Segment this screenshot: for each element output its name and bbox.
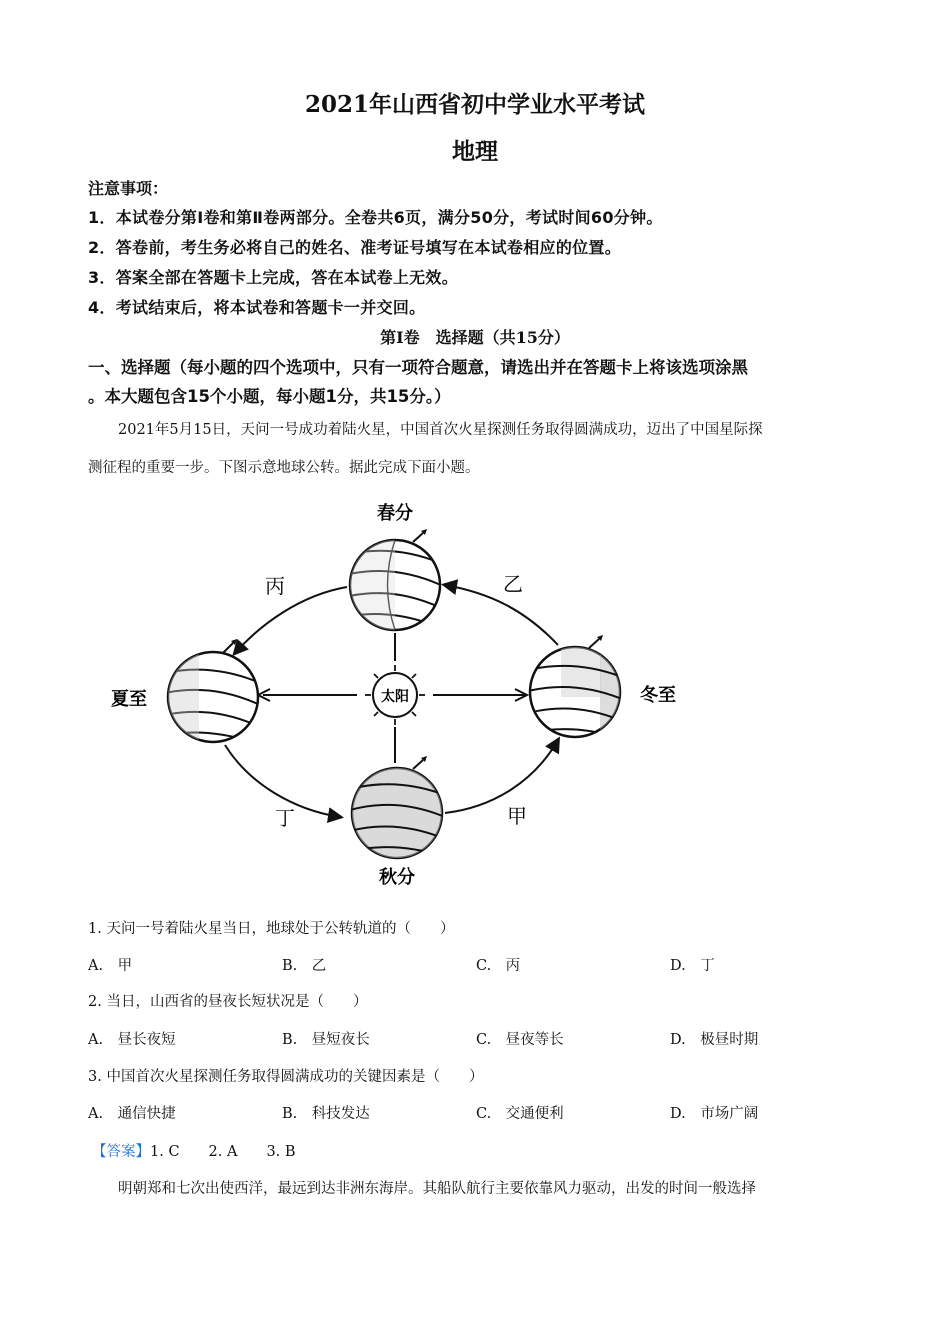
orbit-arc-jia (445, 740, 558, 813)
notice-heading: 注意事项： (88, 179, 169, 198)
question-2-option-c: C. 昼夜等长 (476, 1032, 564, 1048)
question-3-option-b: B. 科技发达 (282, 1106, 370, 1122)
label-jia: 甲 (507, 804, 527, 828)
notice-item-1: 1．本试卷分第Ⅰ卷和第Ⅱ卷两部分。全卷共6页，满分50分，考试时间60分钟。 (88, 208, 663, 227)
label-autumn-equinox: 秋分 (379, 867, 415, 888)
question-2-option-b: B. 昼短夜长 (282, 1032, 370, 1048)
question-1-option-b: B. 乙 (282, 958, 327, 974)
question-1-option-c: C. 丙 (476, 958, 521, 974)
next-passage-line: 明朝郑和七次出使西洋，最远到达非洲东海岸。其船队航行主要依靠风力驱动，出发的时间一般选择 (118, 1181, 756, 1197)
globe-winter-solstice (528, 635, 625, 739)
question-2-option-d: D. 极昼时期 (670, 1032, 759, 1048)
section-instructions-line-1: 一、选择题（每小题的四个选项中，只有一项符合题意，请选出并在答题卡上将该选项涂黑 (88, 358, 748, 377)
question-1-stem: 1. 天问一号着陆火星当日，地球处于公转轨道的（ ） (88, 921, 455, 937)
notice-item-4: 4．考试结束后，将本试卷和答题卡一并交回。 (88, 298, 426, 317)
globe-spring-equinox (345, 529, 445, 631)
notice-item-3: 3．答案全部在答题卡上完成，答在本试卷上无效。 (88, 268, 459, 287)
question-2-option-a: A. 昼长夜短 (88, 1032, 176, 1048)
answer-tag: 【答案】 (92, 1144, 150, 1160)
passage-line-2: 测征程的重要一步。下图示意地球公转。据此完成下面小题。 (88, 460, 480, 476)
label-winter-solstice: 冬至 (640, 685, 676, 706)
earth-revolution-diagram (95, 495, 695, 895)
label-summer-solstice: 夏至 (111, 689, 147, 710)
section-instructions-line-2: 。本大题包含15个小题，每小题1分，共15分。） (88, 387, 451, 406)
question-3-option-c: C. 交通便利 (476, 1106, 564, 1122)
subject-title: 地理 (452, 138, 498, 165)
question-3-option-d: D. 市场广阔 (670, 1106, 759, 1122)
question-2-stem: 2. 当日，山西省的昼夜长短状况是（ ） (88, 994, 368, 1010)
label-yi: 乙 (503, 572, 523, 596)
exam-title: 2021年山西省初中学业水平考试 (304, 91, 645, 118)
question-3-option-a: A. 通信快捷 (88, 1106, 176, 1122)
notice-item-2: 2．答卷前，考生务必将自己的姓名、准考证号填写在本试卷相应的位置。 (88, 238, 622, 257)
label-spring-equinox: 春分 (377, 503, 413, 524)
globe-autumn-equinox (350, 756, 445, 858)
orbit-arc-bing (235, 587, 347, 653)
sun-label: 太阳 (381, 689, 409, 705)
question-1-option-a: A. 甲 (88, 958, 133, 974)
question-3-stem: 3. 中国首次火星探测任务取得圆满成功的关键因素是（ ） (88, 1069, 484, 1085)
part-title: 第Ⅰ卷 选择题（共15分） (380, 328, 570, 347)
orbit-arc-yi (445, 585, 558, 645)
question-1-option-d: D. 丁 (670, 958, 715, 974)
answer-text: 1. C 2. A 3. B (150, 1144, 296, 1160)
sun (365, 665, 425, 725)
globe-summer-solstice (165, 639, 260, 745)
label-ding: 丁 (275, 806, 295, 830)
passage-line-1: 2021年5月15日，天问一号成功着陆火星，中国首次火星探测任务取得圆满成功，迈出了中国星际探 (118, 422, 763, 438)
answer-line (92, 1140, 296, 1161)
label-bing: 丙 (265, 574, 285, 598)
